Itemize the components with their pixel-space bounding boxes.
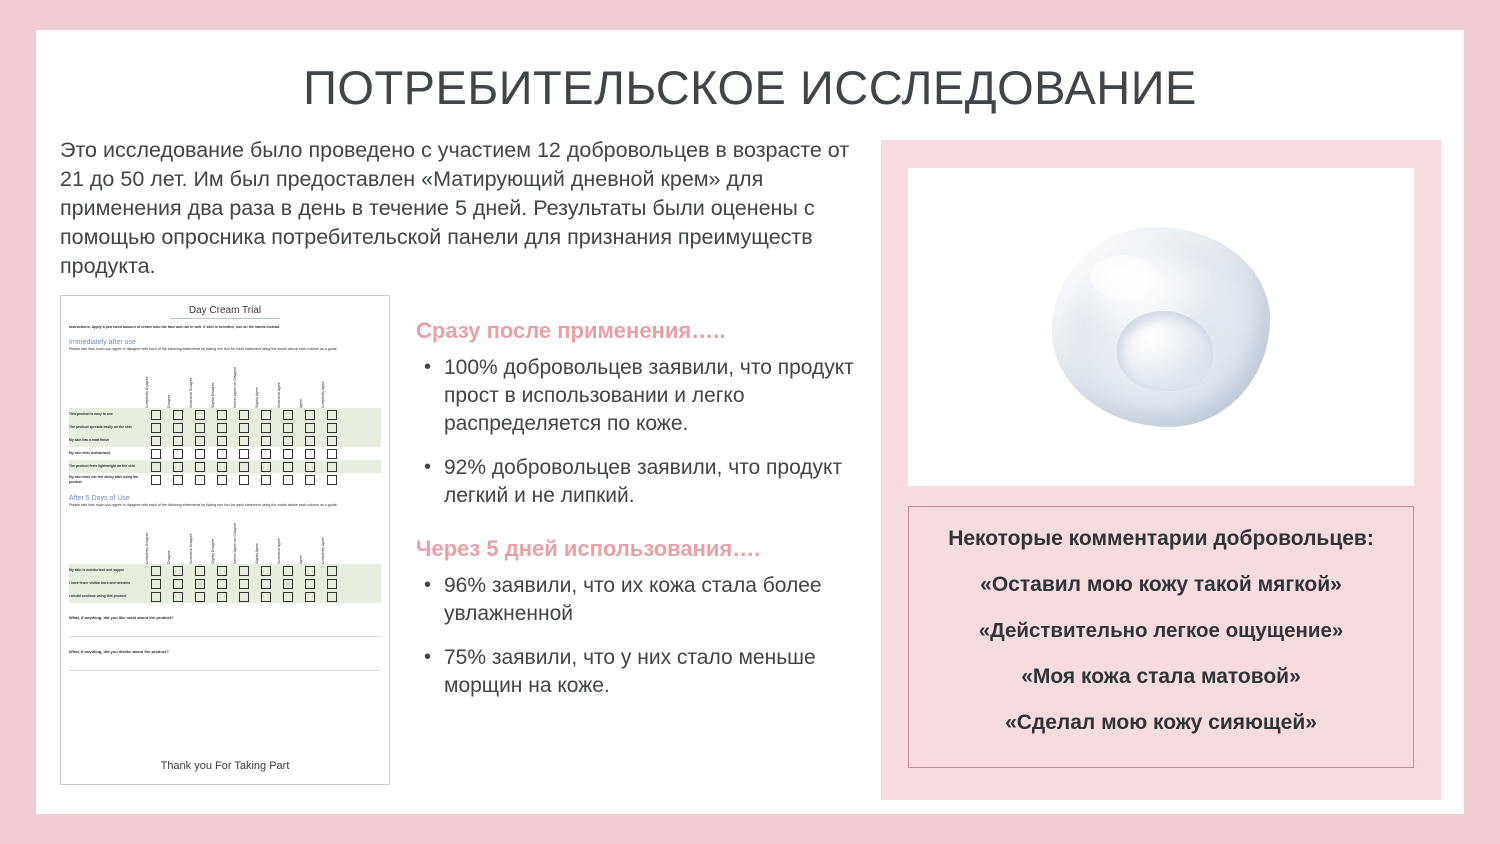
- checkbox-cell[interactable]: [255, 579, 277, 589]
- cream-blob-icon: [1052, 227, 1270, 427]
- questionnaire-image: [60, 295, 390, 785]
- checkbox-cell[interactable]: [233, 475, 255, 485]
- checkbox-cell[interactable]: [189, 449, 211, 459]
- scale-label: Somewhat Agree: [277, 382, 281, 408]
- scale-label: Agree: [299, 398, 303, 408]
- checkbox-cell[interactable]: [277, 423, 299, 433]
- row-label: This product is easy to use: [69, 412, 113, 417]
- row-label: The product spreads easily on the skin: [69, 425, 132, 430]
- checkbox-cell[interactable]: [167, 462, 189, 472]
- scale-label: Disagree: [167, 394, 171, 408]
- checkbox-cell[interactable]: [145, 410, 167, 420]
- checkbox-cell[interactable]: [145, 449, 167, 459]
- row-label: The product feels lightweight on the skin: [69, 464, 135, 469]
- checkbox-cell[interactable]: [211, 449, 233, 459]
- comment-quote: «Действительно легкое ощущение»: [978, 619, 1344, 642]
- checkbox-cell[interactable]: [255, 423, 277, 433]
- scale-label: Somewhat Disagree: [189, 533, 193, 564]
- checkbox-cell[interactable]: [255, 436, 277, 446]
- checkbox-cell[interactable]: [255, 449, 277, 459]
- checkbox-cell[interactable]: [233, 592, 255, 602]
- checkbox-cell[interactable]: [189, 423, 211, 433]
- checkbox-cell[interactable]: [321, 462, 343, 472]
- table-row: [69, 590, 381, 603]
- checkbox-cell[interactable]: [189, 566, 211, 576]
- scale-label: Completely Disagree: [145, 376, 149, 408]
- checkbox-cell[interactable]: [233, 449, 255, 459]
- checkbox-cell[interactable]: [167, 566, 189, 576]
- checkbox-cell[interactable]: [145, 579, 167, 589]
- scale-label: Somewhat Agree: [277, 538, 281, 564]
- checkbox-cell[interactable]: [299, 566, 321, 576]
- checkbox-cell[interactable]: [255, 410, 277, 420]
- section1-subtitle: Please rate how much you agree or disagree with each of the following statements by ticking one box for each statement using the words above each column as a guide: [69, 347, 337, 351]
- checkbox-cell[interactable]: [299, 579, 321, 589]
- checkbox-cell[interactable]: [167, 475, 189, 485]
- section1-matrix: [69, 356, 381, 486]
- row-label: My skin has a matt finish: [69, 438, 110, 443]
- checkbox-cell[interactable]: [145, 475, 167, 485]
- checkbox-cell[interactable]: [233, 436, 255, 446]
- heading-after-5-days: Через 5 дней использования….: [416, 536, 761, 561]
- open-question-2: What, if anything, did you dislike about the product?: [69, 649, 169, 654]
- checkbox-cell[interactable]: [321, 566, 343, 576]
- checkbox-cell[interactable]: [189, 579, 211, 589]
- scale-header-row: [69, 512, 381, 564]
- thank-you-text: Thank you For Taking Part: [160, 760, 290, 772]
- checkbox-cell[interactable]: [277, 449, 299, 459]
- checkbox-cell[interactable]: [211, 566, 233, 576]
- checkbox-cell[interactable]: [299, 462, 321, 472]
- checkbox-cell[interactable]: [167, 592, 189, 602]
- checkbox-cell[interactable]: [233, 566, 255, 576]
- checkbox-cell[interactable]: [321, 592, 343, 602]
- table-row: [69, 447, 381, 460]
- checkbox-cell[interactable]: [277, 410, 299, 420]
- checkbox-cell[interactable]: [299, 475, 321, 485]
- table-row: [69, 434, 381, 447]
- checkbox-cell[interactable]: [255, 462, 277, 472]
- checkbox-cell[interactable]: [255, 566, 277, 576]
- checkbox-cell[interactable]: [211, 579, 233, 589]
- comments-heading: Некоторые комментарии добровольцев:: [948, 527, 1374, 550]
- checkbox-cell[interactable]: [277, 592, 299, 602]
- questionnaire-title: Day Cream Trial: [188, 305, 262, 316]
- slide: [36, 30, 1464, 814]
- checkbox-cell[interactable]: [321, 449, 343, 459]
- checkbox-cell[interactable]: [255, 475, 277, 485]
- cream-product-photo: [908, 168, 1414, 486]
- comment-quote: «Сделал мою кожу сияющей»: [1005, 711, 1317, 734]
- checkbox-cell[interactable]: [321, 423, 343, 433]
- bullet-list-after-5-days: [416, 572, 856, 700]
- checkbox-cell[interactable]: [321, 436, 343, 446]
- table-row: [69, 408, 381, 421]
- checkbox-cell[interactable]: [299, 410, 321, 420]
- checkbox-cell[interactable]: [211, 462, 233, 472]
- checkbox-cell[interactable]: [277, 566, 299, 576]
- section2-subtitle: Please rate how much you agree or disagree with each of the following statements by ticking one box for each statement using the words above each column as a guide: [69, 503, 337, 507]
- comment-quote: «Моя кожа стала матовой»: [1021, 665, 1301, 688]
- checkbox-cell[interactable]: [189, 475, 211, 485]
- scale-label: Disagree: [167, 550, 171, 564]
- table-row: [69, 421, 381, 434]
- checkbox-cell[interactable]: [299, 592, 321, 602]
- checkbox-cell[interactable]: [321, 410, 343, 420]
- checkbox-cell[interactable]: [255, 592, 277, 602]
- scale-header-row: [69, 356, 381, 408]
- title-underline: [170, 318, 280, 319]
- checkbox-cell[interactable]: [233, 579, 255, 589]
- table-row: [69, 577, 381, 590]
- checkbox-cell[interactable]: [299, 449, 321, 459]
- scale-label: Slightly Agree: [255, 387, 259, 408]
- checkbox-cell[interactable]: [189, 436, 211, 446]
- checkbox-cell[interactable]: [167, 410, 189, 420]
- checkbox-cell[interactable]: [277, 579, 299, 589]
- checkbox-cell[interactable]: [233, 462, 255, 472]
- checkbox-cell[interactable]: [211, 475, 233, 485]
- checkbox-cell[interactable]: [189, 462, 211, 472]
- scale-label: Neither Agree nor Disagree: [233, 366, 237, 408]
- list-item: • 75% заявили, что у них стало меньше морщин на коже.: [444, 644, 856, 700]
- scale-label: Completely Agree: [321, 381, 325, 408]
- list-item: • 100% добровольцев заявили, что продукт прост в использовании и легко распределяется по коже.: [444, 354, 856, 438]
- row-label: My skin does not feel sticky after using the product: [69, 475, 139, 484]
- section2-title: After 5 Days of Use: [69, 495, 130, 502]
- scale-label: Agree: [299, 554, 303, 564]
- answer-line[interactable]: [69, 636, 381, 637]
- checkbox-cell[interactable]: [211, 436, 233, 446]
- checkbox-cell[interactable]: [145, 423, 167, 433]
- checkbox-cell[interactable]: [145, 436, 167, 446]
- checkbox-cell[interactable]: [321, 475, 343, 485]
- checkbox-cell[interactable]: [167, 436, 189, 446]
- row-label: My skin feels moisturised: [69, 451, 111, 456]
- checkbox-cell[interactable]: [211, 410, 233, 420]
- right-panel: [881, 140, 1441, 800]
- checkbox-cell[interactable]: [167, 579, 189, 589]
- heading-immediate: Сразу после применения…..: [416, 318, 726, 343]
- checkbox-cell[interactable]: [277, 436, 299, 446]
- checkbox-cell[interactable]: [167, 449, 189, 459]
- checkbox-cell[interactable]: [189, 592, 211, 602]
- results-column: [416, 318, 856, 716]
- row-label: I would continue using this product: [69, 594, 127, 599]
- section2-matrix: [69, 512, 381, 603]
- scale-label: Completely Agree: [321, 537, 325, 564]
- table-row: [69, 473, 381, 486]
- checkbox-cell[interactable]: [145, 566, 167, 576]
- checkbox-cell[interactable]: [233, 410, 255, 420]
- checkbox-cell[interactable]: [211, 423, 233, 433]
- bullet-list-immediate: [416, 354, 856, 510]
- answer-line[interactable]: [69, 670, 381, 671]
- questionnaire-instructions: Instructions: Apply a pea sized amount of cream onto the face and rub in well. If skin is sensitive, use on the hands instead.: [69, 325, 281, 329]
- list-item: • 96% заявили, что их кожа стала более увлажненной: [444, 572, 856, 628]
- scale-label: Completely Disagree: [145, 532, 149, 564]
- list-item: • 92% добровольцев заявили, что продукт легкий и не липкий.: [444, 454, 856, 510]
- checkbox-cell[interactable]: [189, 410, 211, 420]
- checkbox-cell[interactable]: [299, 436, 321, 446]
- checkbox-cell[interactable]: [145, 592, 167, 602]
- scale-label: Slightly Disagree: [211, 538, 215, 564]
- intro-paragraph: Это исследование было проведено с участием 12 добровольцев в возрасте от 21 до 50 лет. Им был предоставлен «Матирующий дневной крем» для применения два раза в день в течение 5 дней. Результаты были оценены с помощью опросника потребительской панели для признания преимуществ продукта.: [60, 138, 850, 278]
- scale-label: Somewhat Disagree: [189, 377, 193, 408]
- comment-quote: «Оставил мою кожу такой мягкой»: [980, 573, 1342, 596]
- checkbox-cell[interactable]: [321, 579, 343, 589]
- section1-title: Immediately after use: [69, 339, 136, 346]
- checkbox-cell[interactable]: [299, 423, 321, 433]
- checkbox-cell[interactable]: [145, 462, 167, 472]
- page-title: ПОТРЕБИТЕЛЬСКОЕ ИССЛЕДОВАНИЕ: [303, 61, 1197, 114]
- scale-label: Slightly Agree: [255, 543, 259, 564]
- checkbox-cell[interactable]: [233, 423, 255, 433]
- row-label: My skin is moisturised and supple: [69, 568, 125, 573]
- scale-label: Slightly Disagree: [211, 382, 215, 408]
- table-row: [69, 564, 381, 577]
- checkbox-cell[interactable]: [167, 423, 189, 433]
- table-row: [69, 460, 381, 473]
- checkbox-cell[interactable]: [277, 462, 299, 472]
- row-label: I have fewer visible lines and wrinkles: [69, 581, 131, 586]
- checkbox-cell[interactable]: [277, 475, 299, 485]
- scale-label: Neither Agree nor Disagree: [233, 522, 237, 564]
- checkbox-cell[interactable]: [211, 592, 233, 602]
- comments-box: [908, 506, 1414, 768]
- open-question-1: What, if anything, did you like most about the product?: [69, 615, 174, 620]
